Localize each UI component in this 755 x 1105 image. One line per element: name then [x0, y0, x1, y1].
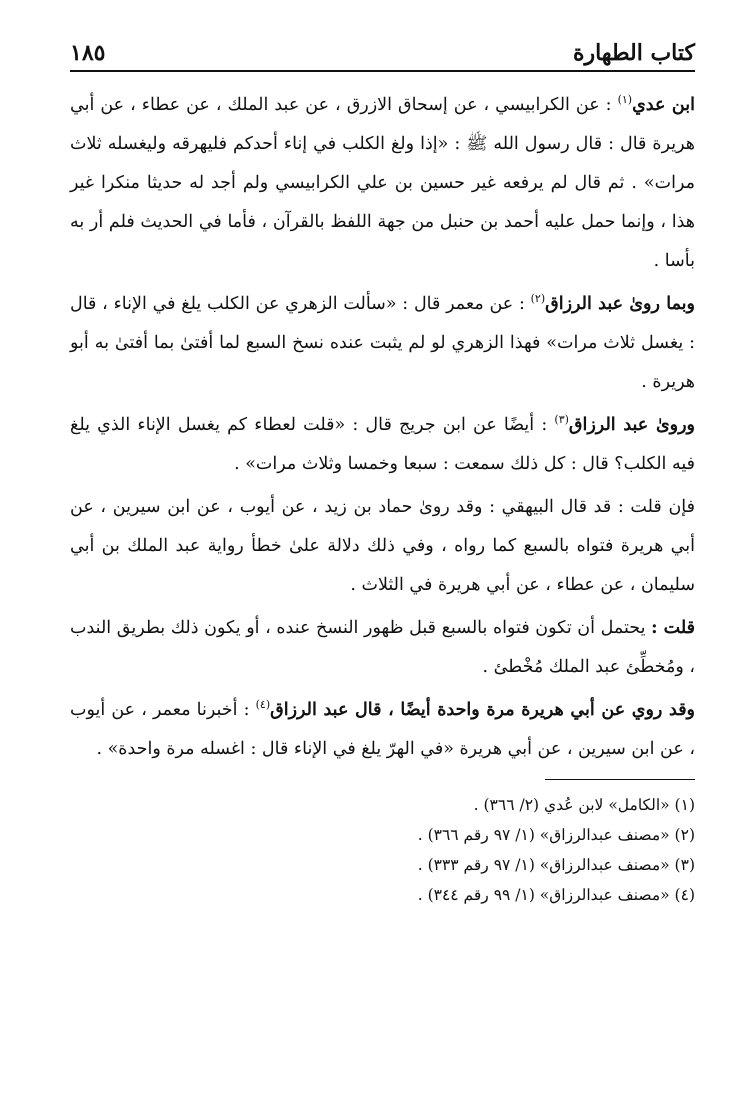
- paragraph: [70, 285, 695, 402]
- footnote: (٣) «مصنف عبدالرزاق» (١/ ٩٧ رقم ٣٣٣) .: [417, 856, 695, 874]
- footnote-ref: (٤): [255, 698, 271, 712]
- paragraph: [70, 86, 695, 281]
- running-header: [70, 30, 695, 72]
- paragraph-text: : أيضًا عن ابن جريج قال : «قلت لعطاء كم يغسل الإناء الذي يلغ فيه الكلب؟ قال : كل ذلك سمعت : سبعا وخمسا وثلاث مرات» .: [70, 415, 695, 474]
- paragraph-lead: وقد روي عن أبي هريرة مرة واحدة أيضًا ، قال عبد الرزاق: [270, 700, 696, 720]
- main-text: [70, 86, 695, 769]
- paragraph-lead: قلت :: [651, 618, 695, 638]
- paragraph-text: : أخبرنا معمر ، عن أيوب ، عن ابن سيرين ، عن أبي هريرة «في الهرّ يلغ في الإناء قال : اغسله مرة واحدة» .: [70, 700, 695, 759]
- book-title: كتاب الطهارة: [572, 40, 695, 66]
- footnote: (١) «الكامل» لابن عُدي (٢/ ٣٦٦) .: [473, 796, 695, 814]
- footnote-ref: (١): [617, 93, 633, 107]
- footnotes: [70, 790, 695, 910]
- footnote: (٢) «مصنف عبدالرزاق» (١/ ٩٧ رقم ٣٦٦) .: [417, 826, 695, 844]
- paragraph-text: : عن الكرابيسي ، عن إسحاق الازرق ، عن عبد الملك ، عن عطاء ، عن أبي هريرة قال : قال رسول الله ﷺ : «إذا ولغ الكلب في إناء أحدكم فليهرقه وليغسله ثلاث مرات» . ثم قال لم يرفعه غير حسين بن علي الكرابيسي ولم أجد له حديثا منكرا غير هذا ، وإنما حمل عليه أحمد بن حنبل من جهة اللفظ بالقرآن ، فأما في الحديث فلم أر به بأسا .: [70, 95, 695, 271]
- footnote: (٤) «مصنف عبدالرزاق» (١/ ٩٩ رقم ٣٤٤) .: [417, 886, 695, 904]
- paragraph-text: يحتمل أن تكون فتواه بالسبع قبل ظهور النسخ عنده ، أو يكون ذلك بطريق الندب ، ومُخطِّئ عبد الملك مُخْطئ .: [70, 618, 695, 677]
- paragraph-lead: وروىٰ عبد الرزاق: [568, 415, 695, 435]
- paragraph: [70, 406, 695, 484]
- paragraph-text: فإن قلت : قد قال البيهقي : وقد روىٰ حماد بن زيد ، عن أيوب ، عن ابن سيرين ، عن أبي هريرة فتواه بالسبع كما رواه ، وفي ذلك دلالة علىٰ خطأ رواية عبد الملك بن أبي سليمان ، عن عطاء ، عن أبي هريرة في الثلاث .: [70, 497, 695, 595]
- footnote-divider: [545, 779, 695, 780]
- paragraph: [70, 488, 695, 605]
- paragraph-lead: وبما روىٰ عبد الرزاق: [545, 294, 696, 314]
- footnote-ref: (٢): [530, 292, 546, 306]
- paragraph-lead: ابن عدي: [632, 95, 695, 115]
- paragraph: [70, 609, 695, 687]
- paragraph: [70, 691, 695, 769]
- page-number: ١٨٥: [70, 40, 106, 66]
- book-page: [70, 30, 695, 1090]
- footnote-ref: (٣): [554, 413, 569, 427]
- paragraph-text: : عن معمر قال : «سألت الزهري عن الكلب يلغ في الإناء ، قال : يغسل ثلاث مرات» فهذا الزهري لو لم يثبت عنده نسخ السبع لما أفتىٰ بما أفتىٰ به أبو هريرة .: [70, 294, 695, 392]
